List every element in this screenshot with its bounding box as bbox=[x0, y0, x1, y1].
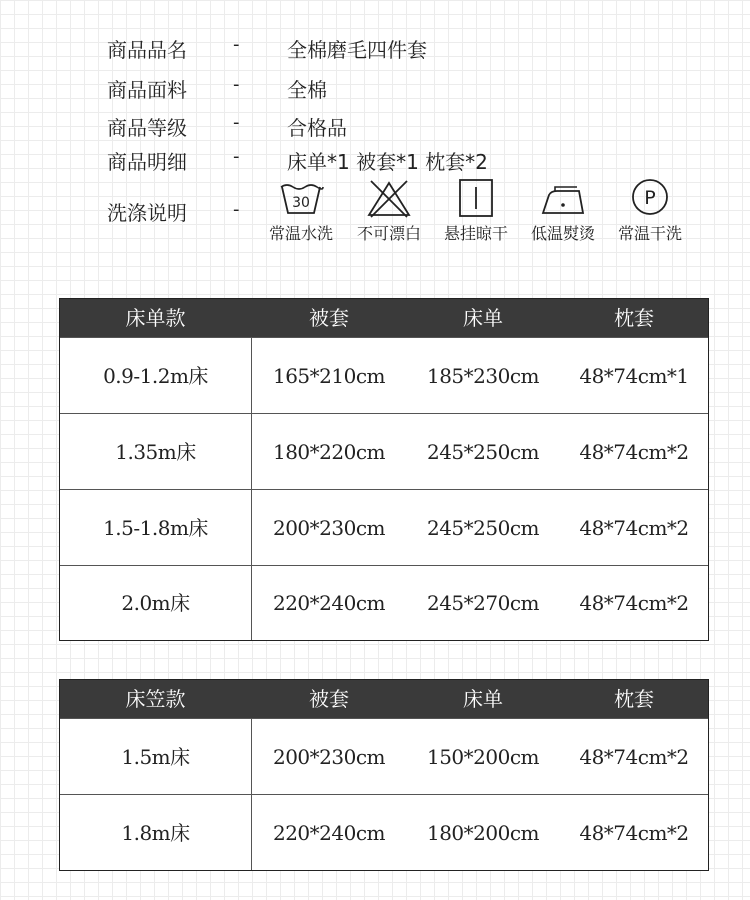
info-value: 全棉 bbox=[287, 78, 327, 102]
wash-temp-text: 30 bbox=[292, 195, 310, 211]
table-header bbox=[60, 680, 708, 718]
table-cell: 1.5-1.8m床 bbox=[103, 516, 208, 540]
no-bleach-icon bbox=[365, 177, 413, 219]
table-cell: 180*200cm bbox=[426, 821, 539, 845]
table-cell: 220*240cm bbox=[272, 821, 385, 845]
info-dash: - bbox=[233, 146, 240, 167]
info-dash: - bbox=[233, 74, 240, 95]
info-value: 床单*1 被套*1 枕套*2 bbox=[287, 150, 488, 174]
care-item-dry bbox=[428, 177, 524, 247]
flat-sheet-size-table bbox=[59, 298, 709, 641]
info-dash: - bbox=[233, 112, 240, 133]
header-cell: 被套 bbox=[309, 687, 349, 711]
header-cell: 床笠款 bbox=[125, 687, 186, 711]
table-row bbox=[60, 565, 708, 641]
info-label: 商品面料 bbox=[107, 78, 187, 102]
care-dash: - bbox=[233, 199, 240, 220]
table-row bbox=[60, 794, 708, 871]
care-item-iron bbox=[515, 177, 611, 247]
info-row-name bbox=[0, 34, 750, 64]
fitted-sheet-size-table bbox=[59, 679, 709, 871]
table-cell: 180*220cm bbox=[272, 440, 385, 464]
table-cell: 1.35m床 bbox=[115, 440, 196, 464]
care-item-bleach bbox=[341, 177, 437, 247]
table-cell: 1.8m床 bbox=[121, 821, 190, 845]
low-iron-icon bbox=[539, 177, 587, 219]
table-cell: 48*74cm*2 bbox=[579, 440, 689, 464]
header-cell: 枕套 bbox=[614, 306, 654, 330]
header-cell: 床单 bbox=[463, 306, 503, 330]
header-cell: 床单 bbox=[463, 687, 503, 711]
info-row-grade bbox=[0, 112, 750, 142]
table-cell: 48*74cm*2 bbox=[579, 821, 689, 845]
table-row bbox=[60, 718, 708, 795]
table-cell: 150*200cm bbox=[426, 745, 539, 769]
info-label: 商品明细 bbox=[107, 150, 187, 174]
care-text: 常温水洗 bbox=[268, 224, 333, 243]
care-text: 低温熨烫 bbox=[530, 224, 595, 243]
care-item-wash bbox=[253, 177, 349, 247]
table-cell: 1.5m床 bbox=[121, 745, 190, 769]
table-cell: 200*230cm bbox=[272, 516, 385, 540]
care-text: 不可漂白 bbox=[356, 224, 421, 243]
info-value: 合格品 bbox=[287, 116, 347, 140]
header-cell: 床单款 bbox=[125, 306, 186, 330]
dry-clean-p-icon bbox=[626, 177, 674, 219]
dry-clean-letter: P bbox=[644, 187, 656, 209]
table-row bbox=[60, 413, 708, 490]
table-cell: 200*230cm bbox=[272, 745, 385, 769]
wash-30-icon bbox=[277, 177, 325, 219]
hang-dry-icon bbox=[452, 177, 500, 219]
table-cell: 0.9-1.2m床 bbox=[103, 364, 208, 388]
info-dash: - bbox=[233, 34, 240, 55]
table-row bbox=[60, 337, 708, 414]
table-cell: 245*250cm bbox=[426, 516, 539, 540]
table-cell: 48*74cm*2 bbox=[579, 591, 689, 615]
table-cell: 220*240cm bbox=[272, 591, 385, 615]
table-cell: 185*230cm bbox=[426, 364, 539, 388]
info-row-fabric bbox=[0, 74, 750, 104]
table-cell: 48*74cm*2 bbox=[579, 745, 689, 769]
product-info-section bbox=[0, 0, 750, 260]
table-cell: 2.0m床 bbox=[121, 591, 190, 615]
table-header bbox=[60, 299, 708, 337]
table-row bbox=[60, 489, 708, 566]
care-text: 常温干洗 bbox=[617, 224, 682, 243]
table-cell: 245*270cm bbox=[426, 591, 539, 615]
header-cell: 被套 bbox=[309, 306, 349, 330]
info-value: 全棉磨毛四件套 bbox=[287, 38, 427, 62]
table-cell: 245*250cm bbox=[426, 440, 539, 464]
care-label: 洗涤说明 bbox=[107, 201, 187, 225]
table-cell: 48*74cm*2 bbox=[579, 516, 689, 540]
header-cell: 枕套 bbox=[614, 687, 654, 711]
info-label: 商品等级 bbox=[107, 116, 187, 140]
table-cell: 165*210cm bbox=[272, 364, 385, 388]
care-text: 悬挂晾干 bbox=[443, 224, 508, 243]
table-cell: 48*74cm*1 bbox=[579, 364, 689, 388]
care-item-dryclean bbox=[602, 177, 698, 247]
info-label: 商品品名 bbox=[107, 38, 187, 62]
info-row-detail bbox=[0, 146, 750, 176]
